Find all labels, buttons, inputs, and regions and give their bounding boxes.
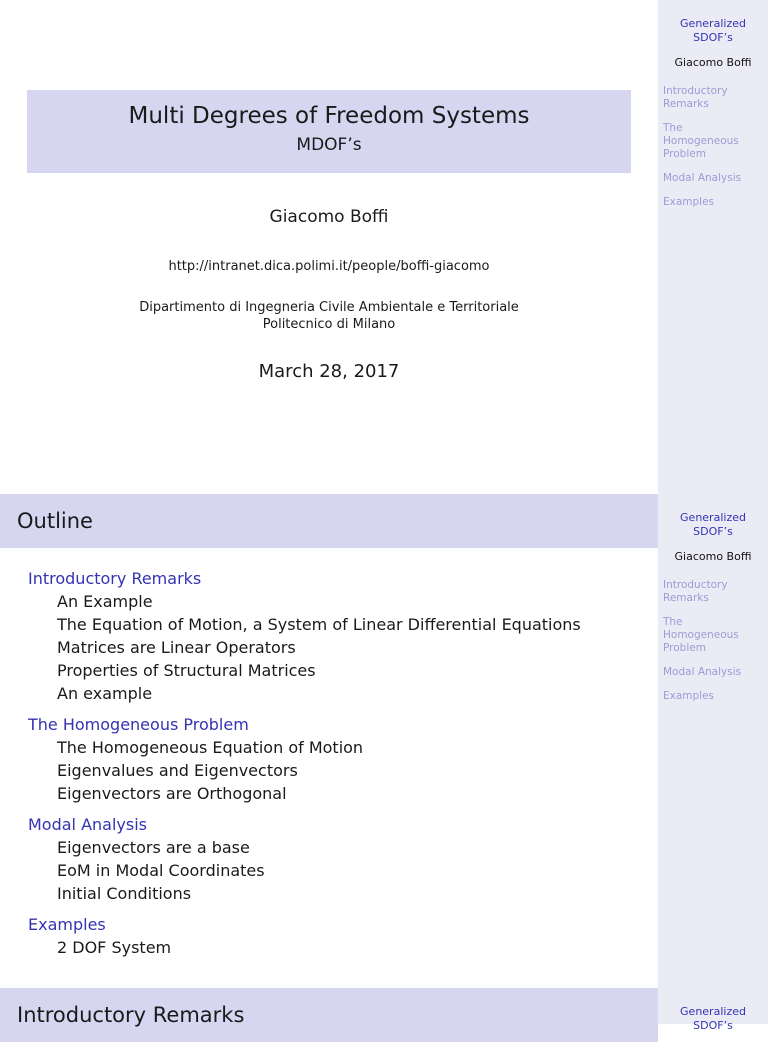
- outline-section-introductory-remarks[interactable]: Introductory Remarks: [28, 569, 202, 588]
- frame-title-bar: [0, 988, 658, 1042]
- outline-section-examples[interactable]: Examples: [28, 915, 106, 934]
- sidebar-item-line: Modal Analysis: [663, 666, 742, 678]
- presentation-subtitle: MDOF’s: [296, 135, 362, 155]
- sidebar-title-line2: SDOF’s: [693, 1019, 733, 1032]
- sidebar-item-line: The: [663, 616, 683, 628]
- author-url[interactable]: http://intranet.dica.polimi.it/people/boffi-giacomo: [168, 259, 490, 274]
- sidebar-item-line: Remarks: [663, 98, 709, 110]
- sidebar-item-line: Examples: [663, 690, 715, 702]
- institution: Politecnico di Milano: [262, 317, 396, 332]
- sidebar-item-introductory-remarks[interactable]: [663, 579, 768, 605]
- sidebar-title-line2: SDOF’s: [693, 31, 733, 44]
- sidebar-item-homogeneous-problem[interactable]: [663, 616, 768, 655]
- sidebar-item-line: Introductory: [663, 85, 728, 97]
- outline-item[interactable]: EoM in Modal Coordinates: [57, 861, 265, 880]
- sidebar-item-modal-analysis[interactable]: [663, 666, 768, 679]
- department: Dipartimento di Ingegneria Civile Ambientale e Territoriale: [139, 300, 519, 315]
- frame-title: Introductory Remarks: [17, 1003, 245, 1027]
- frame-title: Outline: [17, 509, 93, 533]
- sidebar-item-line: Problem: [663, 148, 706, 160]
- outline-item[interactable]: Eigenvalues and Eigenvectors: [57, 761, 298, 780]
- sidebar-author: Giacomo Boffi: [674, 550, 752, 563]
- sidebar-item-line: Examples: [663, 196, 715, 208]
- outline-item[interactable]: Properties of Structural Matrices: [57, 661, 316, 680]
- sidebar-title[interactable]: [658, 511, 768, 539]
- sidebar-nav: [658, 579, 768, 703]
- outline-item[interactable]: Eigenvectors are Orthogonal: [57, 784, 287, 803]
- sidebar: [658, 988, 768, 1032]
- sidebar-title-line1: Generalized: [680, 17, 746, 30]
- sidebar-item-examples[interactable]: [663, 196, 768, 209]
- sidebar-item-line: Homogeneous: [663, 135, 739, 147]
- outline-list: [28, 567, 648, 959]
- sidebar-item-line: Problem: [663, 642, 706, 654]
- sidebar-item-line: Modal Analysis: [663, 172, 742, 184]
- sidebar-item-line: Introductory: [663, 579, 728, 591]
- presentation-date: March 28, 2017: [258, 361, 400, 382]
- sidebar-item-line: Remarks: [663, 592, 709, 604]
- title-box: [27, 90, 631, 173]
- outline-item[interactable]: Eigenvectors are a base: [57, 838, 250, 857]
- outline-item[interactable]: The Equation of Motion, a System of Linear Differential Equations: [57, 615, 581, 634]
- sidebar-title[interactable]: [658, 1005, 768, 1033]
- presentation-title: Multi Degrees of Freedom Systems: [128, 103, 530, 129]
- outline-item[interactable]: 2 DOF System: [57, 938, 172, 957]
- sidebar-title-line1: Generalized: [680, 1005, 746, 1018]
- sidebar-title[interactable]: [658, 17, 768, 45]
- outline-section-modal-analysis[interactable]: Modal Analysis: [28, 815, 148, 834]
- institute: [27, 299, 631, 333]
- outline-slide: [0, 494, 768, 988]
- sidebar: [658, 0, 768, 494]
- sidebar-author: Giacomo Boffi: [674, 56, 752, 69]
- frame-title-bar: [0, 494, 658, 548]
- outline-item[interactable]: Matrices are Linear Operators: [57, 638, 296, 657]
- outline-section-homogeneous-problem[interactable]: The Homogeneous Problem: [28, 715, 249, 734]
- outline-item[interactable]: An example: [57, 684, 153, 703]
- sidebar-title-line1: Generalized: [680, 511, 746, 524]
- sidebar-item-examples[interactable]: [663, 690, 768, 703]
- sidebar-item-line: The: [663, 122, 683, 134]
- sidebar-nav: [658, 85, 768, 209]
- sidebar-item-modal-analysis[interactable]: [663, 172, 768, 185]
- outline-item[interactable]: Initial Conditions: [57, 884, 192, 903]
- sidebar-title-line2: SDOF’s: [693, 525, 733, 538]
- sidebar-item-introductory-remarks[interactable]: [663, 85, 768, 111]
- title-slide: [0, 0, 768, 494]
- sidebar: [658, 494, 768, 988]
- sidebar-item-line: Homogeneous: [663, 629, 739, 641]
- outline-item[interactable]: The Homogeneous Equation of Motion: [57, 738, 364, 757]
- presentation-author: Giacomo Boffi: [269, 207, 389, 227]
- sidebar-item-homogeneous-problem[interactable]: [663, 122, 768, 161]
- introductory-remarks-slide: [0, 988, 768, 1032]
- outline-item[interactable]: An Example: [57, 592, 153, 611]
